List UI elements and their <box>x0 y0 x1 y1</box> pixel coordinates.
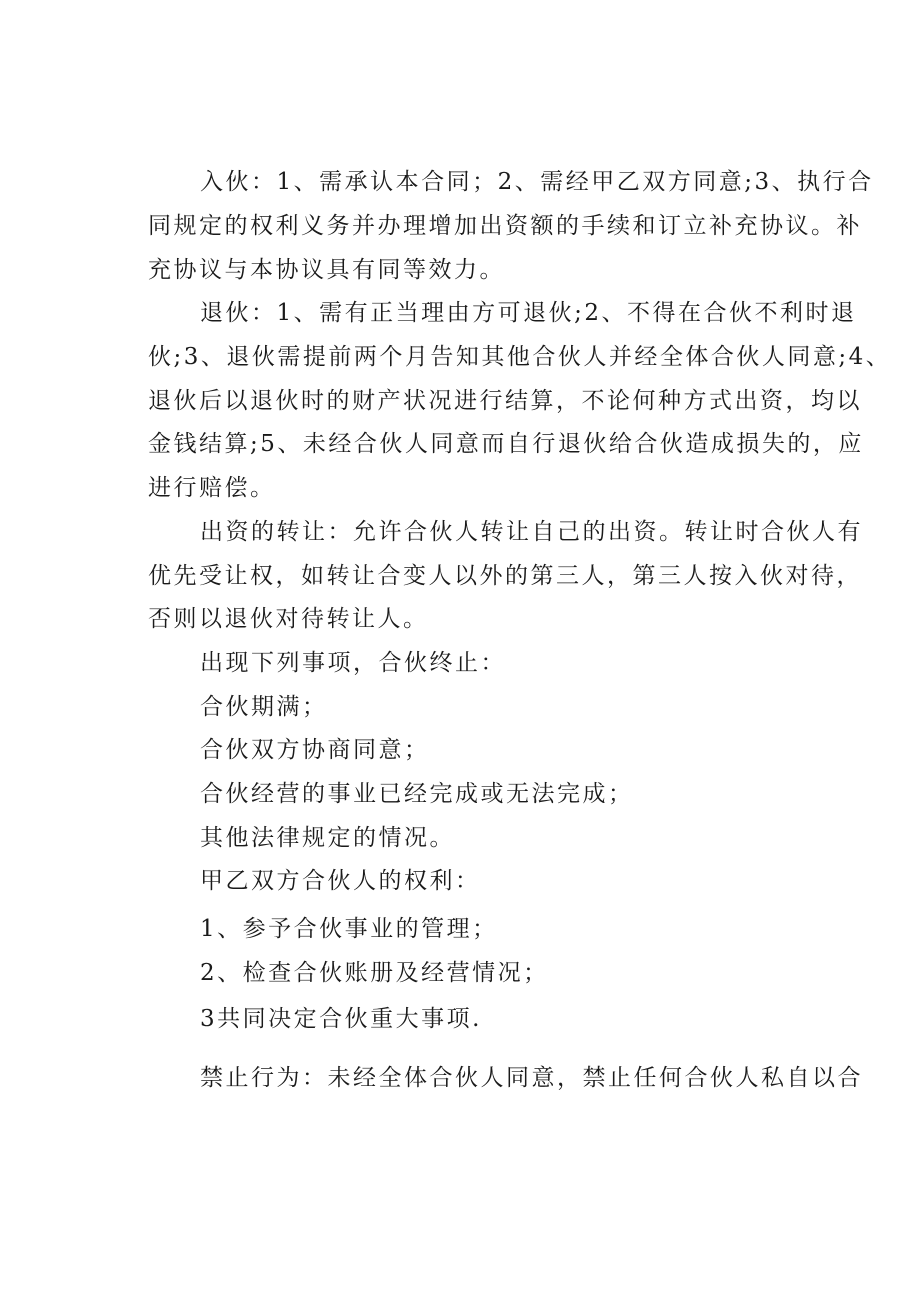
text-line: 伙;3、退伙需提前两个月告知其他合伙人并经全体合伙人同意;4、 <box>148 344 892 370</box>
text-line: 合伙期满； <box>200 694 328 720</box>
text-line: 入伙：1、需承认本合同；2、需经甲乙双方同意;3、执行合 <box>200 169 874 195</box>
text-line: 甲乙双方合伙人的权利： <box>200 868 481 894</box>
text-line: 3共同决定合伙重大事项. <box>200 1006 482 1032</box>
text-line: 出现下列事项，合伙终止： <box>200 650 506 676</box>
text-line: 1、参予合伙事业的管理； <box>200 916 498 942</box>
text-line: 2、检查合伙账册及经营情况； <box>200 960 549 986</box>
text-line: 优先受让权，如转让合变人以外的第三人，第三人按入伙对待， <box>148 563 862 589</box>
text-line: 同规定的权利义务并办理增加出资额的手续和订立补充协议。补 <box>148 213 862 239</box>
text-line: 否则以退伙对待转让人。 <box>148 606 429 632</box>
text-line: 合伙双方协商同意； <box>200 737 430 763</box>
text-line: 进行赔偿。 <box>148 475 276 501</box>
text-line: 出资的转让：允许合伙人转让自己的出资。转让时合伙人有 <box>200 519 863 545</box>
text-line: 充协议与本协议具有同等效力。 <box>148 257 505 283</box>
text-line: 其他法律规定的情况。 <box>200 825 455 851</box>
text-line: 退伙后以退伙时的财产状况进行结算，不论何种方式出资，均以 <box>148 388 862 414</box>
text-line: 退伙：1、需有正当理由方可退伙;2、不得在合伙不利时退 <box>200 300 857 326</box>
text-line: 禁止行为：未经全体合伙人同意，禁止任何合伙人私自以合 <box>200 1065 863 1091</box>
text-line: 合伙经营的事业已经完成或无法完成； <box>200 781 634 807</box>
text-line: 金钱结算;5、未经合伙人同意而自行退伙给合伙造成损失的，应 <box>148 431 864 457</box>
